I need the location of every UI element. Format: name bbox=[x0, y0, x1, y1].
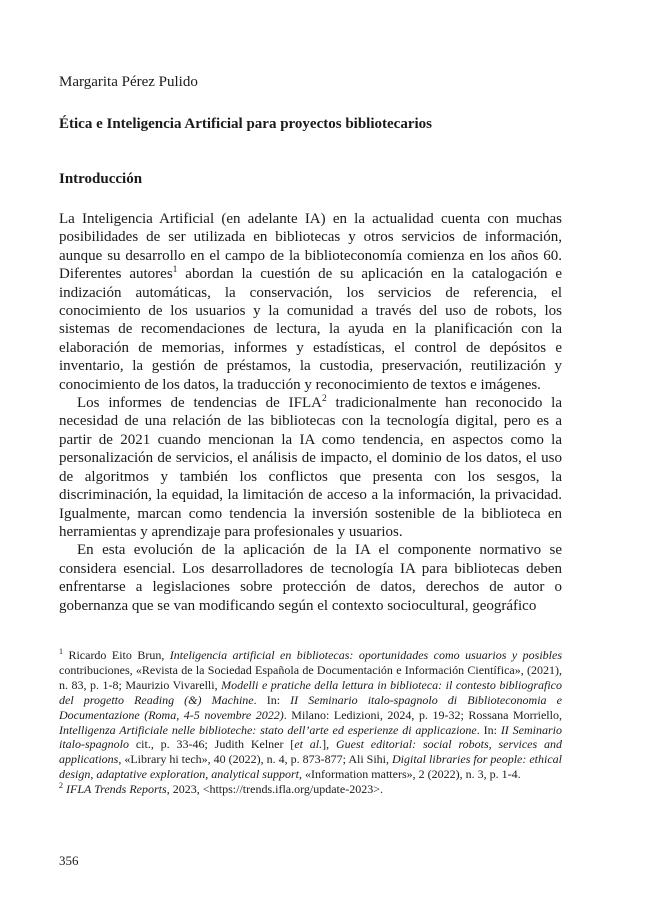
footnote-1: $^1$ Ricardo Eito Brun, Inteligencia artificial en bibliotecas: oportunidades como usuarios y posibles contribuciones, «Revista de la Sociedad Española de Documentación e Información Científica», (2021), n. 83, p. 1-8; Maurizio Vivarelli, Modelli e pratiche della lettura in biblioteca: il contesto bibliografico del progetto Reading (&) Machine. In: II Seminario italo-spagnolo di Biblioteconomia e Documentazione (Roma, 4-5 novembre 2022). Milano: Ledizioni, 2024, p. 19-32; Rossana Morriello, Intelligenza Artificiale nelle biblioteche: stato dell’arte ed esperienze di applicazione. In: II Seminario italo-spagnolo cit., p. 33-46; Judith Kelner [et al.], Guest editorial: social robots, services and applications, «Library hi tech», 40 (2022), n. 4, p. 873-877; Ali Sihi, Digital libraries for people: ethical design, adaptative exploration, analytical support, «Information matters», 2 (2022), n. 3, p. 1-4. bbox=[59, 647, 563, 782]
author-name: Margarita Pérez Pulido bbox=[59, 74, 198, 90]
body-text bbox=[59, 210, 562, 615]
page-number: 356 bbox=[59, 853, 79, 868]
paragraph-2: Los informes de tendencias de IFLA$^2$ tradicionalmente han reconocido la necesidad de una relación de las bibliotecas con la tecnología digital, pero es a partir de 2021 cuando mencionan la IA como tendencia, en aspectos como la personalización de servicios, el análisis de impacto, el dominio de los datos, el uso de algoritmos y también los conflictos que presenta con los sesgos, la discriminación, la equidad, la limitación de acceso a la información, la privacidad. Igualmente, marcan como tendencia la inversión sostenible de la biblioteca en herramientas y aprendizaje para profesionales y usuarios. bbox=[59, 394, 562, 540]
footnotes bbox=[59, 648, 562, 797]
section-heading: Introducción bbox=[59, 171, 143, 187]
chapter-title: Ética e Inteligencia Artificial para proyectos bibliotecarios bbox=[59, 116, 432, 132]
footnote-ref-1[interactable]: 1 bbox=[172, 265, 178, 276]
paragraph-1: La Inteligencia Artificial (en adelante IA) en la actualidad cuenta con muchas posibilidades de ser utilizada en bibliotecas y otros servicios de información, aunque su desarrollo en el campo de la biblioteconomía comienza en los años 60. Diferentes autores$^1$ abordan la cuestión de su aplicación en la catalogación e indización automáticas, la conservación, los servicios de referencia, el conocimiento de los usuarios y la comunidad a través del uso de robots, los sistemas de recomendaciones de lectura, la ayuda en la planificación con la elaboración de memorias, informes y estadísticas, el control de depósitos e inventario, la gestión de préstamos, la custodia, preservación, reutilización y conocimiento de los datos, la traducción y reconocimiento de textos e imágenes. bbox=[59, 211, 562, 393]
footnote-ref-2[interactable]: 2 bbox=[321, 394, 327, 405]
footnote-2: $^2$ IFLA Trends Reports, 2023, <https://trends.ifla.org/update-2023>. bbox=[59, 781, 383, 797]
paragraph-3: En esta evolución de la aplicación de la IA el componente normativo se considera esencial. Los desarrolladores de tecnología IA para bibliotecas deben enfrentarse a legislaciones sobre protección de datos, derechos de autor o gobernanza que se van modificando según el contexto sociocultural, geográfico bbox=[59, 542, 562, 614]
